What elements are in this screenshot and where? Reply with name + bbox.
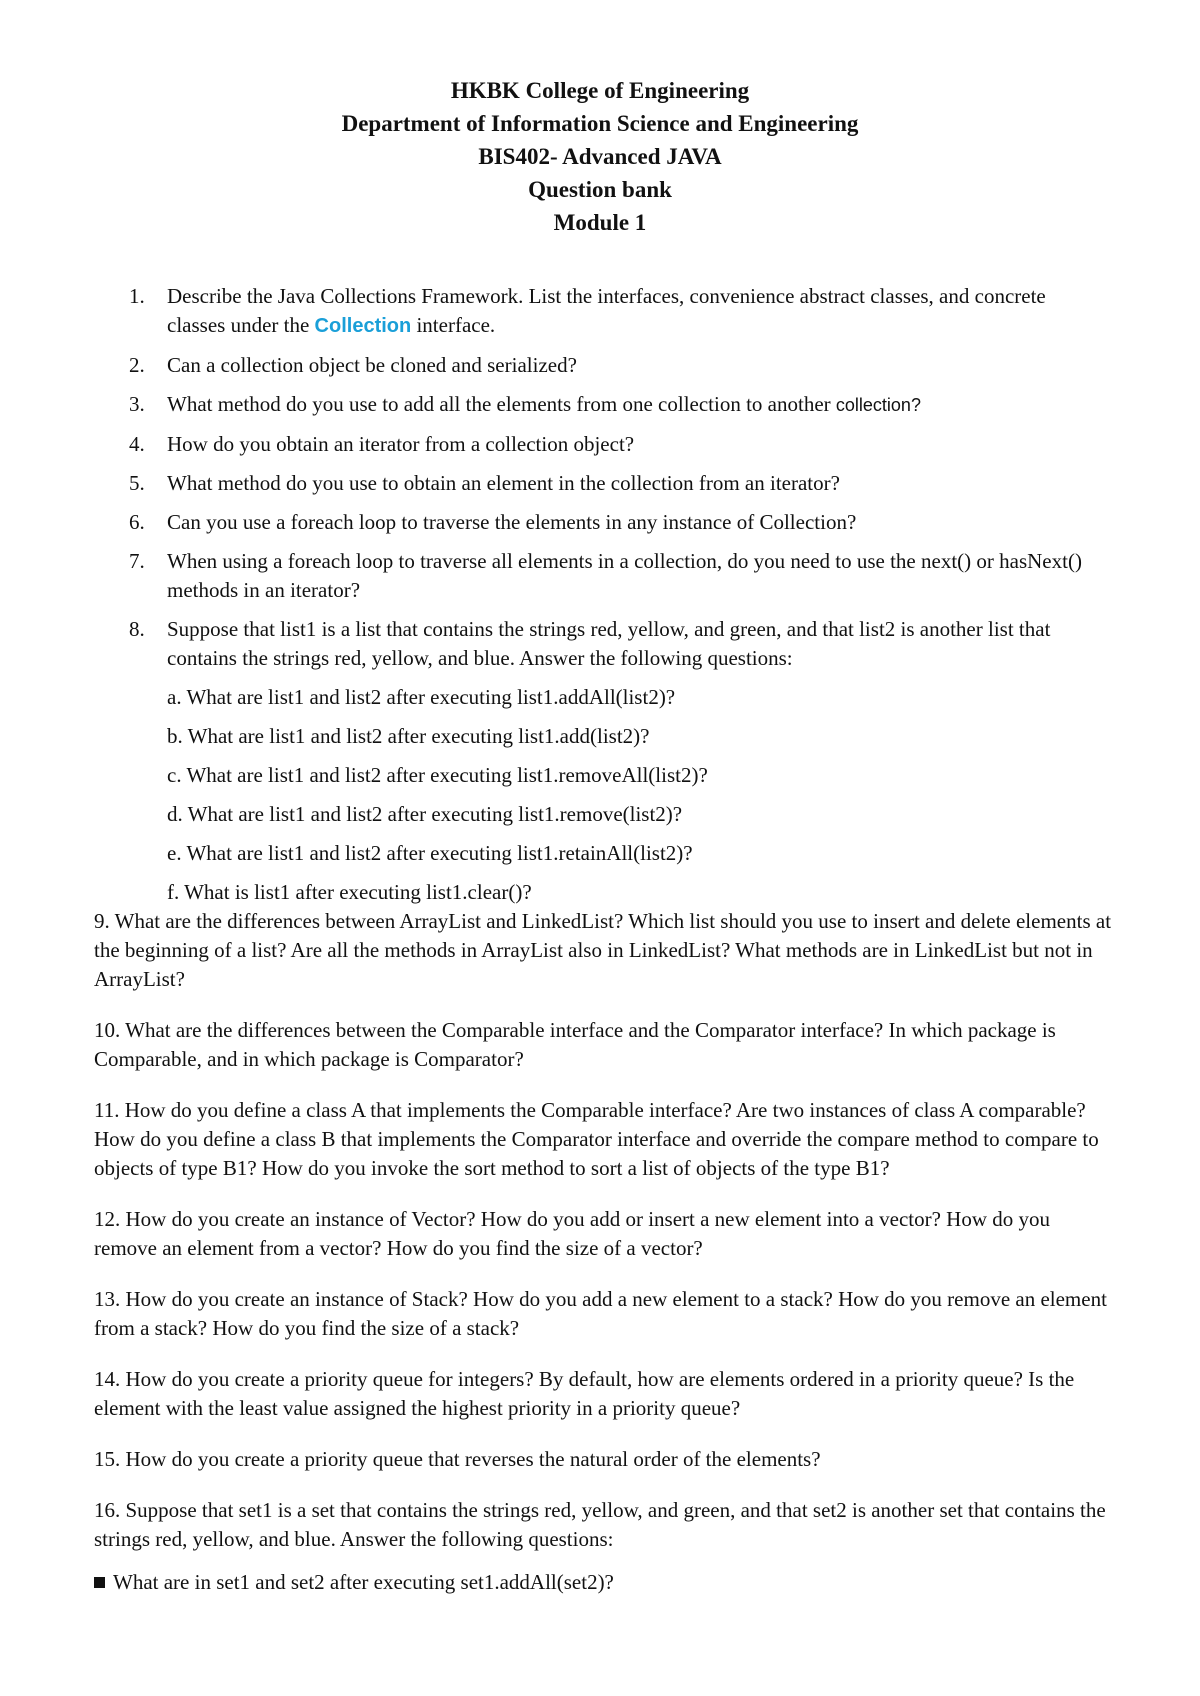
question-text-small: collection? bbox=[835, 395, 921, 415]
question-number: 8. bbox=[129, 617, 145, 641]
question-3 bbox=[129, 390, 1107, 420]
question-text: Describe the Java Collections Framework. List the interfaces, convenience abstract classes, and concrete classes under the bbox=[167, 284, 1046, 337]
question-number: 2. bbox=[129, 353, 145, 377]
question-number: 3. bbox=[129, 392, 145, 416]
question-8f: f. What is list1 after executing list1.clear()? bbox=[167, 880, 532, 904]
question-list bbox=[0, 282, 1200, 1597]
document-header bbox=[0, 74, 1200, 239]
module-title: Module 1 bbox=[553, 210, 647, 235]
question-16: 16. Suppose that set1 is a set that contains the strings red, yellow, and green, and that set2 is another set that contains the strings red, yellow, and blue. Answer the following questions: bbox=[94, 1498, 1106, 1551]
question-8 bbox=[129, 615, 1107, 673]
bullet-text: What are in set1 and set2 after executing set1.addAll(set2)? bbox=[113, 1570, 614, 1594]
question-number: 5. bbox=[129, 471, 145, 495]
question-text: Can a collection object be cloned and serialized? bbox=[167, 353, 577, 377]
question-text: When using a foreach loop to traverse all elements in a collection, do you need to use the next() or hasNext() methods in an iterator? bbox=[167, 549, 1082, 602]
question-12: 12. How do you create an instance of Vector? How do you add or insert a new element into a vector? How do you remove an element from a vector? How do you find the size of a vector? bbox=[94, 1207, 1050, 1260]
question-text: Can you use a foreach loop to traverse the elements in any instance of Collection? bbox=[167, 510, 857, 534]
question-2 bbox=[129, 351, 1107, 380]
question-text: What method do you use to obtain an element in the collection from an iterator? bbox=[167, 471, 840, 495]
department-name: Department of Information Science and Engineering bbox=[341, 111, 859, 136]
question-14: 14. How do you create a priority queue for integers? By default, how are elements ordered in a priority queue? Is the element with the least value assigned the highest priority in a priority queue? bbox=[94, 1367, 1075, 1420]
question-8b: b. What are list1 and list2 after executing list1.add(list2)? bbox=[167, 724, 650, 748]
question-13: 13. How do you create an instance of Stack? How do you add a new element to a stack? How do you remove an element from a stack? How do you find the size of a stack? bbox=[94, 1287, 1107, 1340]
question-1 bbox=[129, 282, 1107, 341]
question-8e: e. What are list1 and list2 after executing list1.retainAll(list2)? bbox=[167, 841, 693, 865]
question-number: 4. bbox=[129, 432, 145, 456]
question-4 bbox=[129, 430, 1107, 459]
question-number: 1. bbox=[129, 284, 145, 308]
question-5 bbox=[129, 469, 1107, 498]
question-16-bullet bbox=[94, 1568, 1114, 1597]
course-title: BIS402- Advanced JAVA bbox=[478, 144, 722, 169]
question-text-end: interface. bbox=[411, 313, 496, 337]
question-10: 10. What are the differences between the Comparable interface and the Comparator interface? In which package is Comparable, and in which package is Comparator? bbox=[94, 1018, 1056, 1071]
question-8d: d. What are list1 and list2 after executing list1.remove(list2)? bbox=[167, 802, 683, 826]
question-15: 15. How do you create a priority queue that reverses the natural order of the elements? bbox=[94, 1447, 821, 1471]
question-8c: c. What are list1 and list2 after executing list1.removeAll(list2)? bbox=[167, 763, 708, 787]
question-number: 7. bbox=[129, 549, 145, 573]
square-bullet-icon bbox=[94, 1577, 105, 1588]
question-text: Suppose that list1 is a list that contains the strings red, yellow, and green, and that list2 is another list that contains the strings red, yellow, and blue. Answer the following questions: bbox=[167, 617, 1051, 670]
question-8a: a. What are list1 and list2 after executing list1.addAll(list2)? bbox=[167, 685, 676, 709]
college-name: HKBK College of Engineering bbox=[450, 78, 750, 103]
question-text: What method do you use to add all the elements from one collection to another bbox=[167, 392, 836, 416]
question-number: 6. bbox=[129, 510, 145, 534]
question-text: How do you obtain an iterator from a collection object? bbox=[167, 432, 635, 456]
question-11: 11. How do you define a class A that implements the Comparable interface? Are two instances of class A comparable? How do you define a class B that implements the Comparator interface and override the compare method to compare to objects of type B1? How do you invoke the sort method to sort a list of objects of the type B1? bbox=[94, 1098, 1099, 1180]
question-9: 9. What are the differences between ArrayList and LinkedList? Which list should you use to insert and delete elements at the beginning of a list? Are all the methods in ArrayList also in LinkedList? What methods are in LinkedList but not in ArrayList? bbox=[94, 909, 1112, 991]
question-6 bbox=[129, 508, 1107, 537]
question-7 bbox=[129, 547, 1107, 605]
collection-keyword: Collection bbox=[314, 315, 412, 337]
document-type: Question bank bbox=[528, 177, 672, 202]
